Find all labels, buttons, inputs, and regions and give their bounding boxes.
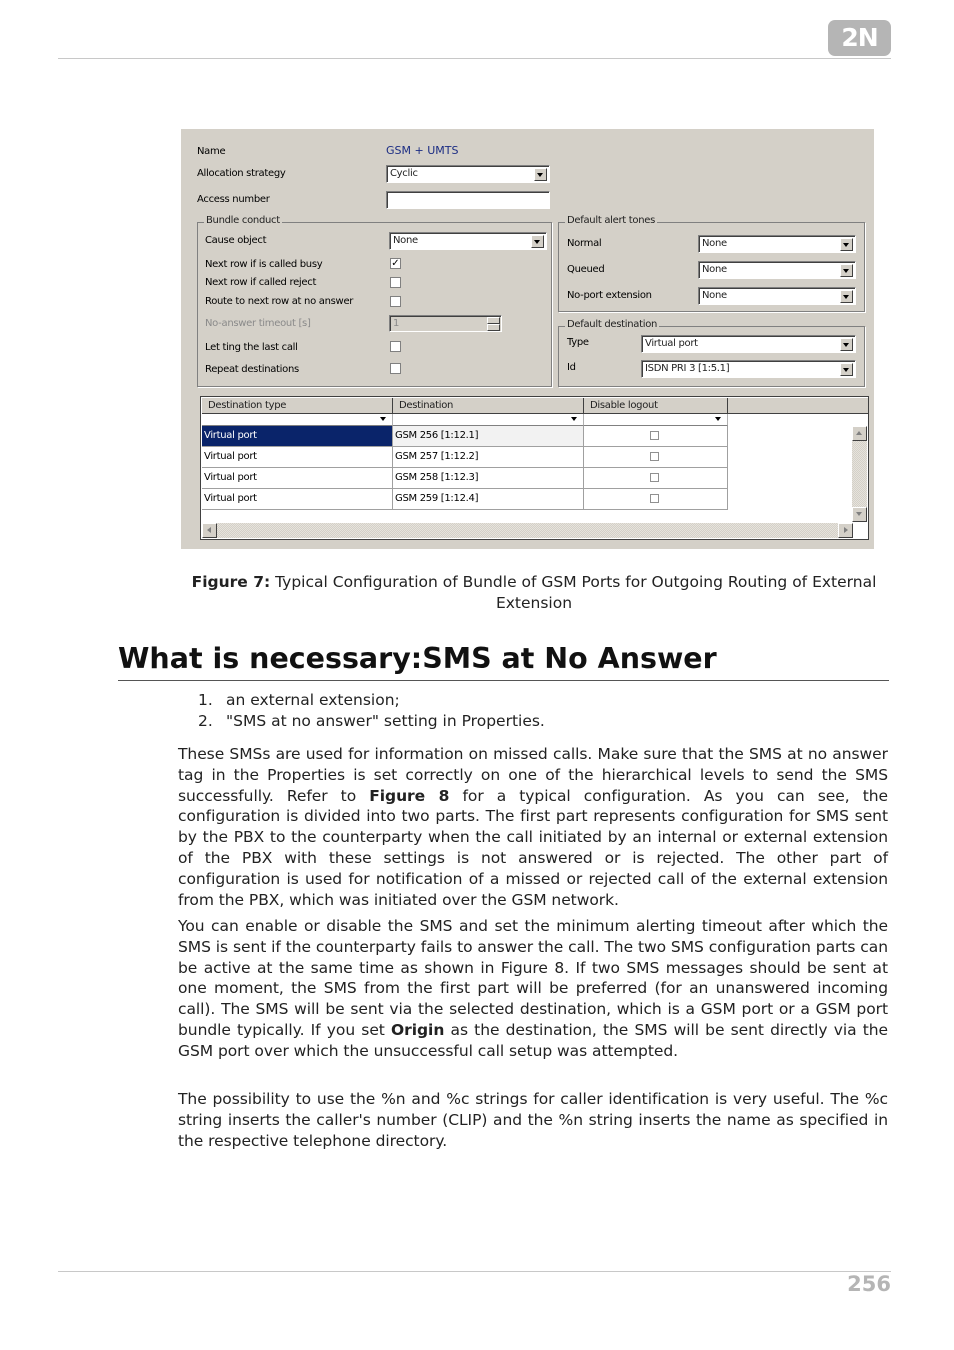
filter-destination-type[interactable] (202, 414, 393, 426)
brand-logo: 2N (828, 20, 891, 56)
list-item (198, 690, 545, 711)
table-row-disable-logout[interactable] (584, 447, 728, 468)
figure-caption (181, 572, 887, 614)
figure-caption-text: Typical Configuration of Bundle of GSM Ports for Outgoing Routing of External Extension (270, 573, 877, 612)
disable-logout-checkbox[interactable] (650, 494, 659, 503)
page-number: 256 (847, 1272, 891, 1296)
next-row-busy-label: Next row if is called busy (205, 259, 323, 270)
column-header-destination-type[interactable]: Destination type (202, 398, 393, 414)
scroll-right-icon[interactable] (838, 523, 853, 538)
cause-object-select[interactable] (389, 232, 547, 250)
table-row-destination[interactable]: GSM 256 [1:12.1] (393, 426, 584, 447)
allocation-value: Cyclic (390, 168, 418, 179)
default-destination-group (558, 319, 865, 387)
default-destination-legend: Default destination (567, 319, 658, 330)
table-row-type[interactable]: Virtual port (202, 489, 393, 510)
name-label: Name (197, 146, 226, 157)
header-divider (58, 58, 891, 59)
type-label: Type (567, 337, 589, 348)
table-row-destination[interactable]: GSM 257 [1:12.2] (393, 447, 584, 468)
access-number-label: Access number (197, 194, 270, 205)
list-text: an external extension; (226, 691, 400, 709)
section-heading: What is necessary:SMS at No Answer (118, 642, 889, 681)
disable-logout-checkbox[interactable] (650, 473, 659, 482)
filter-arrow-icon[interactable] (571, 417, 577, 421)
disable-logout-checkbox[interactable] (650, 431, 659, 440)
column-header-destination[interactable]: Destination (393, 398, 584, 414)
noport-tone-value: None (702, 290, 727, 301)
timeout-value: 1 (393, 318, 400, 329)
chevron-down-icon[interactable] (531, 235, 544, 248)
normal-tone-select[interactable] (698, 235, 856, 253)
bundle-conduct-legend: Bundle conduct (206, 215, 280, 226)
chevron-down-icon[interactable] (840, 290, 853, 303)
table-row-type[interactable]: Virtual port (202, 426, 393, 447)
column-header-empty (728, 398, 868, 414)
alert-tones-group (558, 215, 865, 312)
bundle-name-value: GSM + UMTS (386, 144, 459, 157)
next-row-reject-label: Next row if called reject (205, 277, 317, 288)
paragraph-text: for a typical configuration. As you can see, the configuration is divided into two parts. The first part represents configuration for SMS sent by the PBX to the counterparty when the call initiated by an internal or external extension of the PBX with these settings is not answered or is rejected. The other part of configuration is used for notification of a missed or rejected call of the external extension from the PBX, which was initiated over the GSM network. (178, 786, 888, 909)
table-row-disable-logout[interactable] (584, 426, 728, 447)
list-number: 2. (198, 712, 213, 730)
disable-logout-checkbox[interactable] (650, 452, 659, 461)
table-row-disable-logout[interactable] (584, 489, 728, 510)
destination-type-select[interactable] (641, 335, 856, 353)
chevron-down-icon[interactable] (840, 363, 853, 376)
paragraph-text: These SMSs are used for information on missed calls. Make sure that the SMS at no answer tag in the Properties is set correctly on one of the hierarchical levels to send the SMS successfully. Refer to (178, 745, 888, 805)
filter-arrow-icon[interactable] (715, 417, 721, 421)
list-number: 1. (198, 691, 213, 709)
table-row-type[interactable]: Virtual port (202, 468, 393, 489)
chevron-down-icon[interactable] (534, 168, 547, 181)
origin-keyword: Origin (391, 1020, 445, 1039)
allocation-select[interactable] (386, 165, 550, 183)
next-row-reject-checkbox[interactable] (390, 277, 401, 288)
destination-type-value: Virtual port (645, 338, 698, 349)
vertical-scrollbar[interactable] (852, 426, 867, 522)
alert-tones-legend: Default alert tones (567, 215, 656, 226)
paragraph-2 (178, 916, 888, 1062)
repeat-destinations-checkbox[interactable] (390, 363, 401, 374)
paragraph-text: You can enable or disable the SMS and set the minimum alerting timeout after which the SMS is sent if the counterparty fails to answer the call. The two SMS configuration parts can be active at the same time as shown in Figure 8. If two SMS messages should be sent at one moment, the SMS from the first part will be preferred (for an unanswered incoming call). The SMS will be sent via the selected destination, which is a GSM port or a GSM port bundle typically. If you set (178, 917, 888, 1039)
queued-label: Queued (567, 264, 605, 275)
requirements-list (198, 690, 545, 732)
table-row-destination[interactable]: GSM 258 [1:12.3] (393, 468, 584, 489)
bundle-conduct-group (197, 215, 552, 387)
destination-id-select[interactable] (641, 360, 856, 378)
chevron-down-icon[interactable] (840, 264, 853, 277)
destinations-grid[interactable] (200, 396, 869, 540)
column-header-disable-logout[interactable]: Disable logout (584, 398, 728, 414)
normal-tone-value: None (702, 238, 727, 249)
destination-id-value: ISDN PRI 3 [1:5.1] (645, 363, 730, 374)
repeat-destinations-label: Repeat destinations (205, 364, 299, 375)
letting-last-call-label: Let ting the last call (205, 342, 298, 353)
filter-destination[interactable] (393, 414, 584, 426)
noport-tone-select[interactable] (698, 287, 856, 305)
paragraph-text: as the destination, the SMS will be sent directly via the GSM port over which the unsuccessful call setup was attempted. (178, 1020, 889, 1060)
cause-object-value: None (393, 235, 418, 246)
filter-arrow-icon[interactable] (380, 417, 386, 421)
normal-label: Normal (567, 238, 602, 249)
scroll-up-icon[interactable] (852, 426, 867, 441)
scroll-left-icon[interactable] (202, 523, 217, 538)
timeout-label: No-answer timeout [s] (205, 318, 311, 329)
filter-disable-logout[interactable] (584, 414, 728, 426)
table-row-destination[interactable]: GSM 259 [1:12.4] (393, 489, 584, 510)
table-row-type[interactable]: Virtual port (202, 447, 393, 468)
figure-label: Figure 7: (191, 573, 271, 591)
config-screenshot (181, 129, 874, 549)
next-row-busy-checkbox[interactable]: ✓ (391, 258, 400, 269)
paragraph-1 (178, 744, 888, 910)
letting-last-call-checkbox[interactable] (390, 341, 401, 352)
figure-reference: Figure 8 (369, 786, 450, 805)
queued-tone-select[interactable] (698, 261, 856, 279)
horizontal-scrollbar[interactable] (202, 523, 853, 538)
paragraph-3: The possibility to use the %n and %c strings for caller identification is very useful. The %c string inserts the caller's number (CLIP) and the %n string inserts the name as specified in the respective telephone directory. (178, 1090, 888, 1150)
chevron-down-icon[interactable] (840, 238, 853, 251)
cause-object-label: Cause object (205, 235, 267, 246)
spin-buttons[interactable] (487, 317, 500, 331)
chevron-down-icon[interactable] (840, 338, 853, 351)
route-no-answer-label: Route to next row at no answer (205, 296, 354, 307)
scroll-down-icon[interactable] (852, 507, 867, 522)
access-number-input[interactable] (386, 191, 550, 209)
timeout-spinbox[interactable] (389, 315, 502, 332)
route-no-answer-checkbox[interactable] (390, 296, 401, 307)
queued-tone-value: None (702, 264, 727, 275)
list-text: "SMS at no answer" setting in Properties. (226, 712, 545, 730)
noport-label: No-port extension (567, 290, 652, 301)
table-row-disable-logout[interactable] (584, 468, 728, 489)
id-label: Id (567, 362, 576, 373)
footer-divider (58, 1271, 891, 1272)
list-item (198, 711, 545, 732)
allocation-label: Allocation strategy (197, 168, 286, 179)
